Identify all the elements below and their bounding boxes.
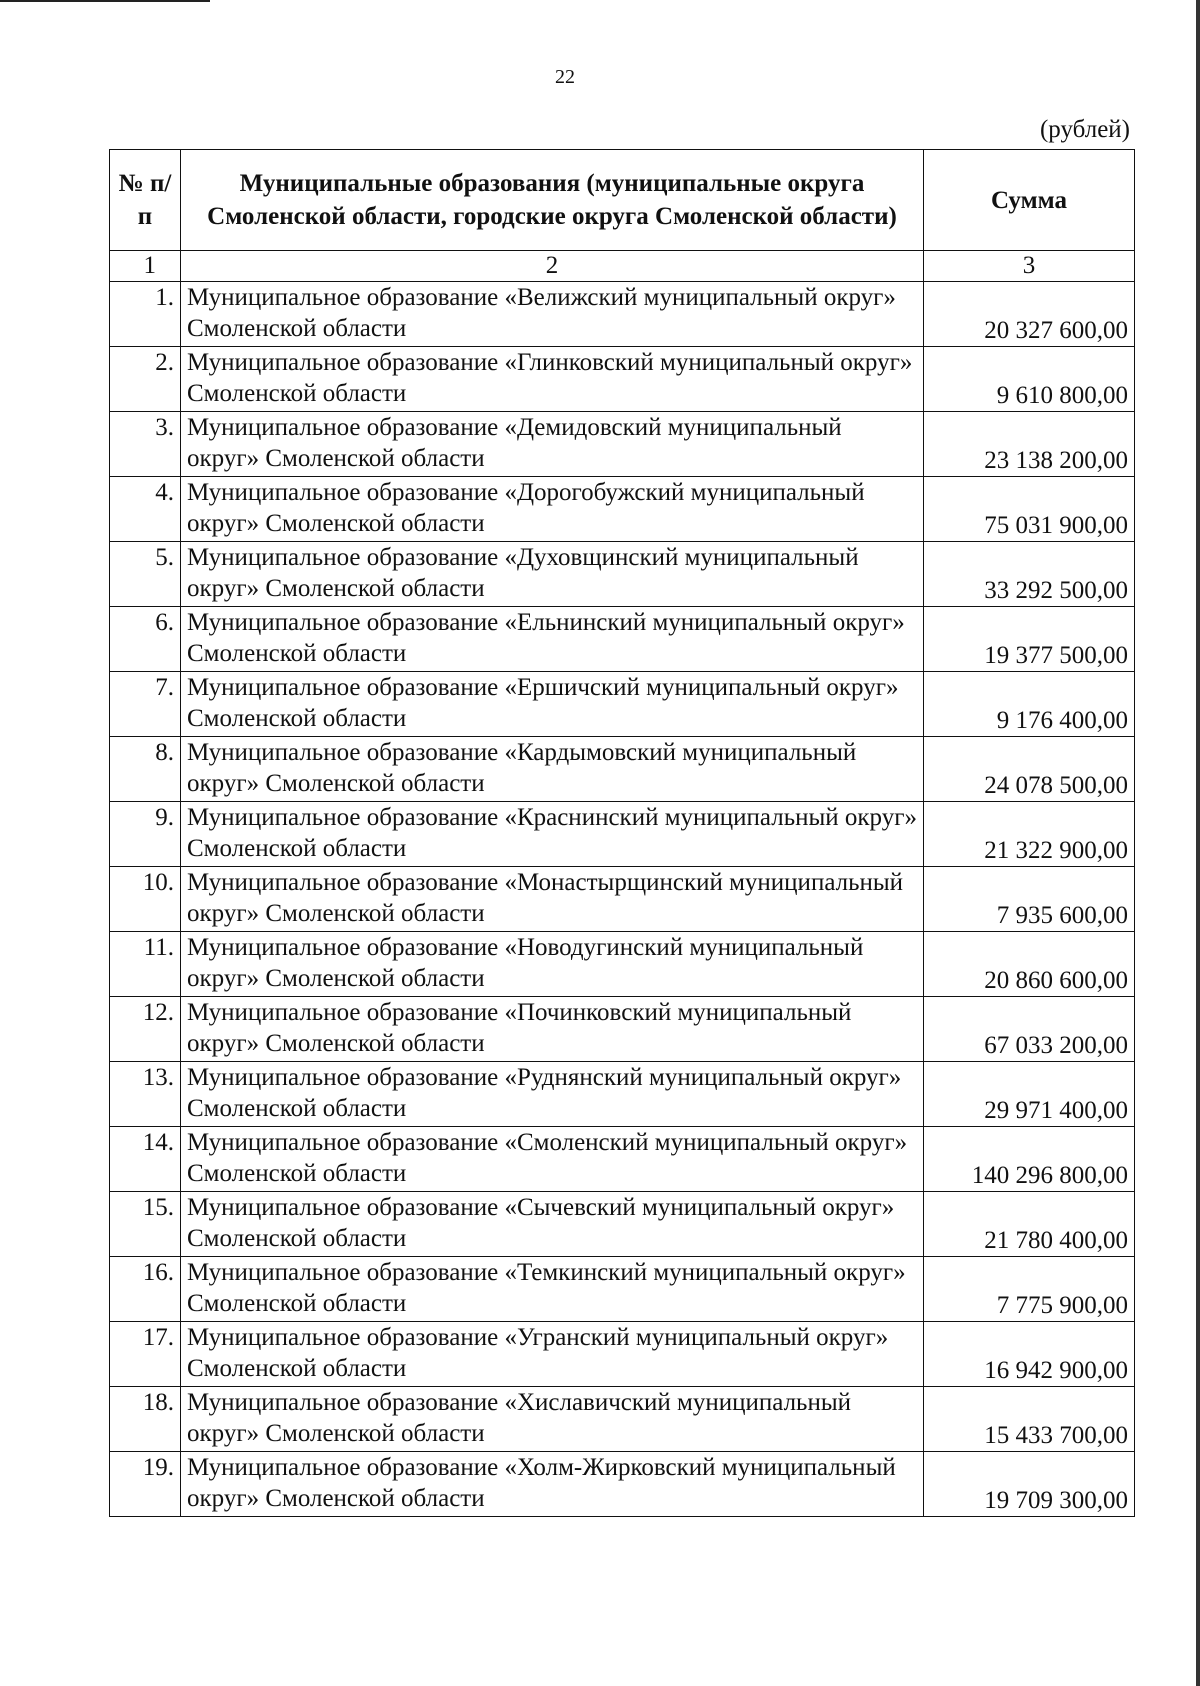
table-row [110, 1062, 1135, 1127]
row-number: 4. [110, 477, 181, 542]
column-number-row [110, 251, 1135, 282]
row-name: Муниципальное образование «Починковский муниципальный округ» Смоленской области [181, 997, 924, 1062]
row-amount: 7 775 900,00 [924, 1257, 1135, 1322]
row-name: Муниципальное образование «Сычевский муниципальный округ» Смоленской области [181, 1192, 924, 1257]
row-amount: 9 176 400,00 [924, 672, 1135, 737]
table-row [110, 412, 1135, 477]
row-name: Муниципальное образование «Руднянский муниципальный округ» Смоленской области [181, 1062, 924, 1127]
row-number: 12. [110, 997, 181, 1062]
header-number: № п/п [110, 150, 181, 251]
row-amount: 29 971 400,00 [924, 1062, 1135, 1127]
row-number: 5. [110, 542, 181, 607]
row-amount: 23 138 200,00 [924, 412, 1135, 477]
table-row [110, 802, 1135, 867]
row-amount: 19 377 500,00 [924, 607, 1135, 672]
row-number: 17. [110, 1322, 181, 1387]
row-name: Муниципальное образование «Краснинский муниципальный округ» Смоленской области [181, 802, 924, 867]
header-name: Муниципальные образования (муниципальные округа Смоленской области, городские округа Смоленской области) [181, 150, 924, 251]
scan-edge-right [1196, 0, 1200, 1686]
row-name: Муниципальное образование «Духовщинский муниципальный округ» Смоленской области [181, 542, 924, 607]
table-row [110, 997, 1135, 1062]
table-row [110, 672, 1135, 737]
row-name: Муниципальное образование «Монастырщинский муниципальный округ» Смоленской области [181, 867, 924, 932]
row-name: Муниципальное образование «Смоленский муниципальный округ» Смоленской области [181, 1127, 924, 1192]
row-amount: 24 078 500,00 [924, 737, 1135, 802]
table-row [110, 477, 1135, 542]
row-name: Муниципальное образование «Ельнинский муниципальный округ» Смоленской области [181, 607, 924, 672]
row-name: Муниципальное образование «Холм-Жирковский муниципальный округ» Смоленской области [181, 1452, 924, 1517]
row-number: 3. [110, 412, 181, 477]
row-amount: 9 610 800,00 [924, 347, 1135, 412]
table-row [110, 542, 1135, 607]
row-amount: 20 327 600,00 [924, 282, 1135, 347]
column-number-2: 2 [181, 251, 924, 282]
row-number: 8. [110, 737, 181, 802]
row-number: 1. [110, 282, 181, 347]
table-header [110, 150, 1135, 251]
row-amount: 140 296 800,00 [924, 1127, 1135, 1192]
row-amount: 21 780 400,00 [924, 1192, 1135, 1257]
row-number: 9. [110, 802, 181, 867]
table-row [110, 932, 1135, 997]
row-amount: 75 031 900,00 [924, 477, 1135, 542]
row-name: Муниципальное образование «Кардымовский муниципальный округ» Смоленской области [181, 737, 924, 802]
table-row [110, 607, 1135, 672]
row-number: 14. [110, 1127, 181, 1192]
row-name: Муниципальное образование «Ершичский муниципальный округ» Смоленской области [181, 672, 924, 737]
column-number-3: 3 [924, 251, 1135, 282]
row-number: 15. [110, 1192, 181, 1257]
row-amount: 67 033 200,00 [924, 997, 1135, 1062]
budget-table [109, 149, 1135, 1517]
row-number: 18. [110, 1387, 181, 1452]
page-number: 22 [555, 66, 575, 88]
row-amount: 15 433 700,00 [924, 1387, 1135, 1452]
units-label: (рублей) [1039, 116, 1130, 143]
table-row [110, 347, 1135, 412]
table-row [110, 1452, 1135, 1517]
row-amount: 33 292 500,00 [924, 542, 1135, 607]
row-number: 7. [110, 672, 181, 737]
table-row [110, 1387, 1135, 1452]
row-number: 6. [110, 607, 181, 672]
table-row [110, 737, 1135, 802]
row-name: Муниципальное образование «Демидовский муниципальный округ» Смоленской области [181, 412, 924, 477]
table-row [110, 1322, 1135, 1387]
row-amount: 20 860 600,00 [924, 932, 1135, 997]
row-number: 19. [110, 1452, 181, 1517]
row-name: Муниципальное образование «Новодугинский муниципальный округ» Смоленской области [181, 932, 924, 997]
row-name: Муниципальное образование «Темкинский муниципальный округ» Смоленской области [181, 1257, 924, 1322]
row-amount: 7 935 600,00 [924, 867, 1135, 932]
row-amount: 16 942 900,00 [924, 1322, 1135, 1387]
table-row [110, 1257, 1135, 1322]
header-amount: Сумма [924, 150, 1135, 251]
row-name: Муниципальное образование «Велижский муниципальный округ» Смоленской области [181, 282, 924, 347]
row-number: 10. [110, 867, 181, 932]
row-number: 13. [110, 1062, 181, 1127]
row-name: Муниципальное образование «Дорогобужский муниципальный округ» Смоленской области [181, 477, 924, 542]
table-body [110, 282, 1135, 1517]
table-row [110, 282, 1135, 347]
row-amount: 21 322 900,00 [924, 802, 1135, 867]
row-number: 16. [110, 1257, 181, 1322]
row-amount: 19 709 300,00 [924, 1452, 1135, 1517]
row-name: Муниципальное образование «Хиславичский муниципальный округ» Смоленской области [181, 1387, 924, 1452]
row-number: 11. [110, 932, 181, 997]
row-name: Муниципальное образование «Глинковский муниципальный округ» Смоленской области [181, 347, 924, 412]
column-number-1: 1 [110, 251, 181, 282]
row-name: Муниципальное образование «Угранский муниципальный округ» Смоленской области [181, 1322, 924, 1387]
table-row [110, 1127, 1135, 1192]
row-number: 2. [110, 347, 181, 412]
scan-edge-top [0, 0, 210, 2]
table-row [110, 867, 1135, 932]
table-row [110, 1192, 1135, 1257]
